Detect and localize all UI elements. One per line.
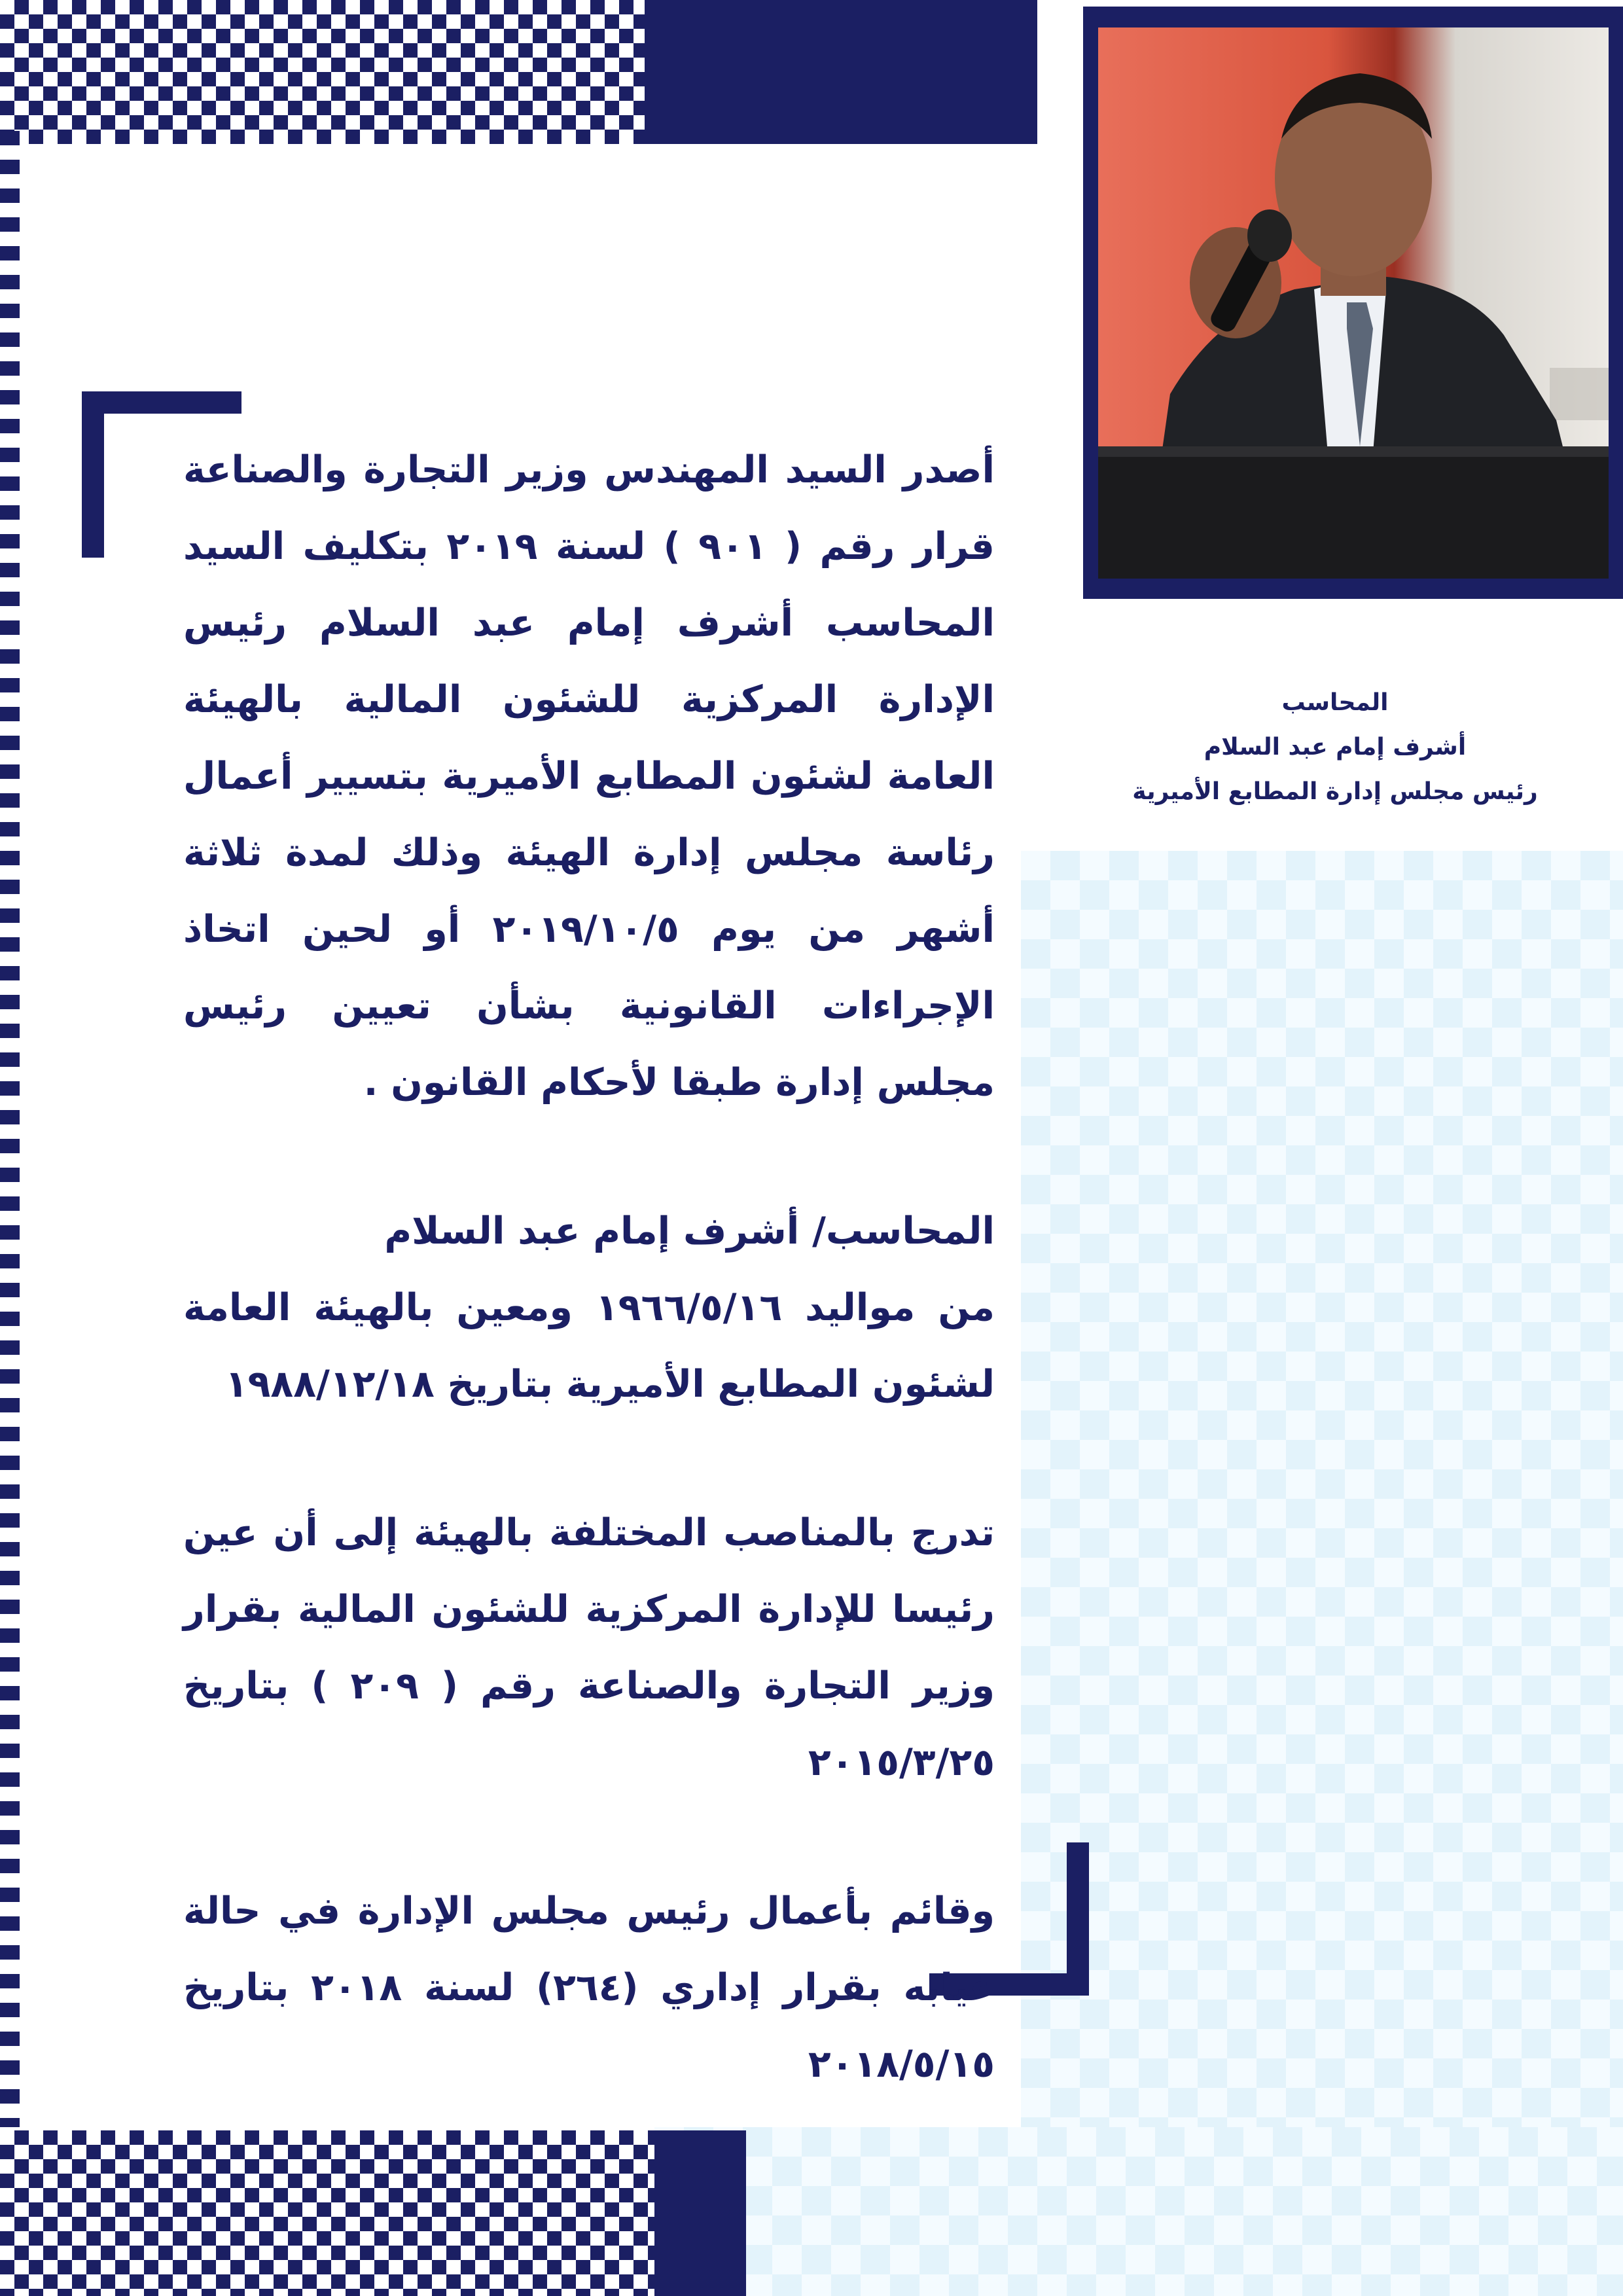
- top-blue-block: [645, 0, 1037, 144]
- paragraph-career: تدرج بالمناصب المختلفة بالهيئة إلى أن عين رئيسا للإدارة المركزية للشئون المالية بقرار وزير التجارة والصناعة رقم ( ٢٠٩ ) بتاريخ ٢٠١٥/٣/٢٥: [183, 1511, 995, 1784]
- name-line: المحاسب/ أشرف إمام عبد السلام: [384, 1210, 995, 1253]
- caption-position: رئيس مجلس إدارة المطابع الأميرية: [1132, 778, 1538, 805]
- portrait-illustration: [1098, 27, 1609, 579]
- right-light-pattern: [1021, 851, 1623, 2296]
- caption-name: أشرف إمام عبد السلام: [1204, 734, 1467, 761]
- top-checker-pattern: [0, 0, 648, 144]
- paragraph-acting: وقائم بأعمال رئيس مجلس الإدارة في حالة غيابه بقرار إداري (٢٦٤) لسنة ٢٠١٨ بتاريخ ٢٠١٨/٥/١٥: [183, 1890, 995, 2086]
- portrait-photo: [1098, 27, 1609, 579]
- paragraph-birth: من مواليد ١٩٦٦/٥/١٦ ومعين بالهيئة العامة لشئون المطابع الأميرية بتاريخ ١٩٨٨/١٢/١٨: [183, 1286, 995, 1406]
- left-checker-strip: [0, 131, 20, 2127]
- paragraph-decree: أصدر السيد المهندس وزير التجارة والصناعة قرار رقم ( ٩٠١ ) لسنة ٢٠١٩ بتكليف السيد المحاسب أشرف إمام عبد السلام رئيس الإدارة المركزية للشئون المالية بالهيئة العامة لشئون المطابع الأميرية بتسيير أعمال رئاسة مجلس إدارة الهيئة وذلك لمدة ثلاثة أشهر من يوم ٢٠١٩/١٠/٥ أو لحين اتخاذ الإجراءات القانونية بشأن تعيين رئيس مجلس إدارة طبقا لأحكام القانون .: [183, 448, 995, 1104]
- main-text: [183, 432, 995, 2103]
- bottom-blue-block: [654, 2130, 746, 2296]
- bottom-light-pattern: [654, 2127, 1623, 2296]
- caption-title: المحاسب: [1281, 689, 1389, 716]
- photo-caption: [1080, 681, 1590, 814]
- bottom-checker-pattern: [0, 2130, 654, 2296]
